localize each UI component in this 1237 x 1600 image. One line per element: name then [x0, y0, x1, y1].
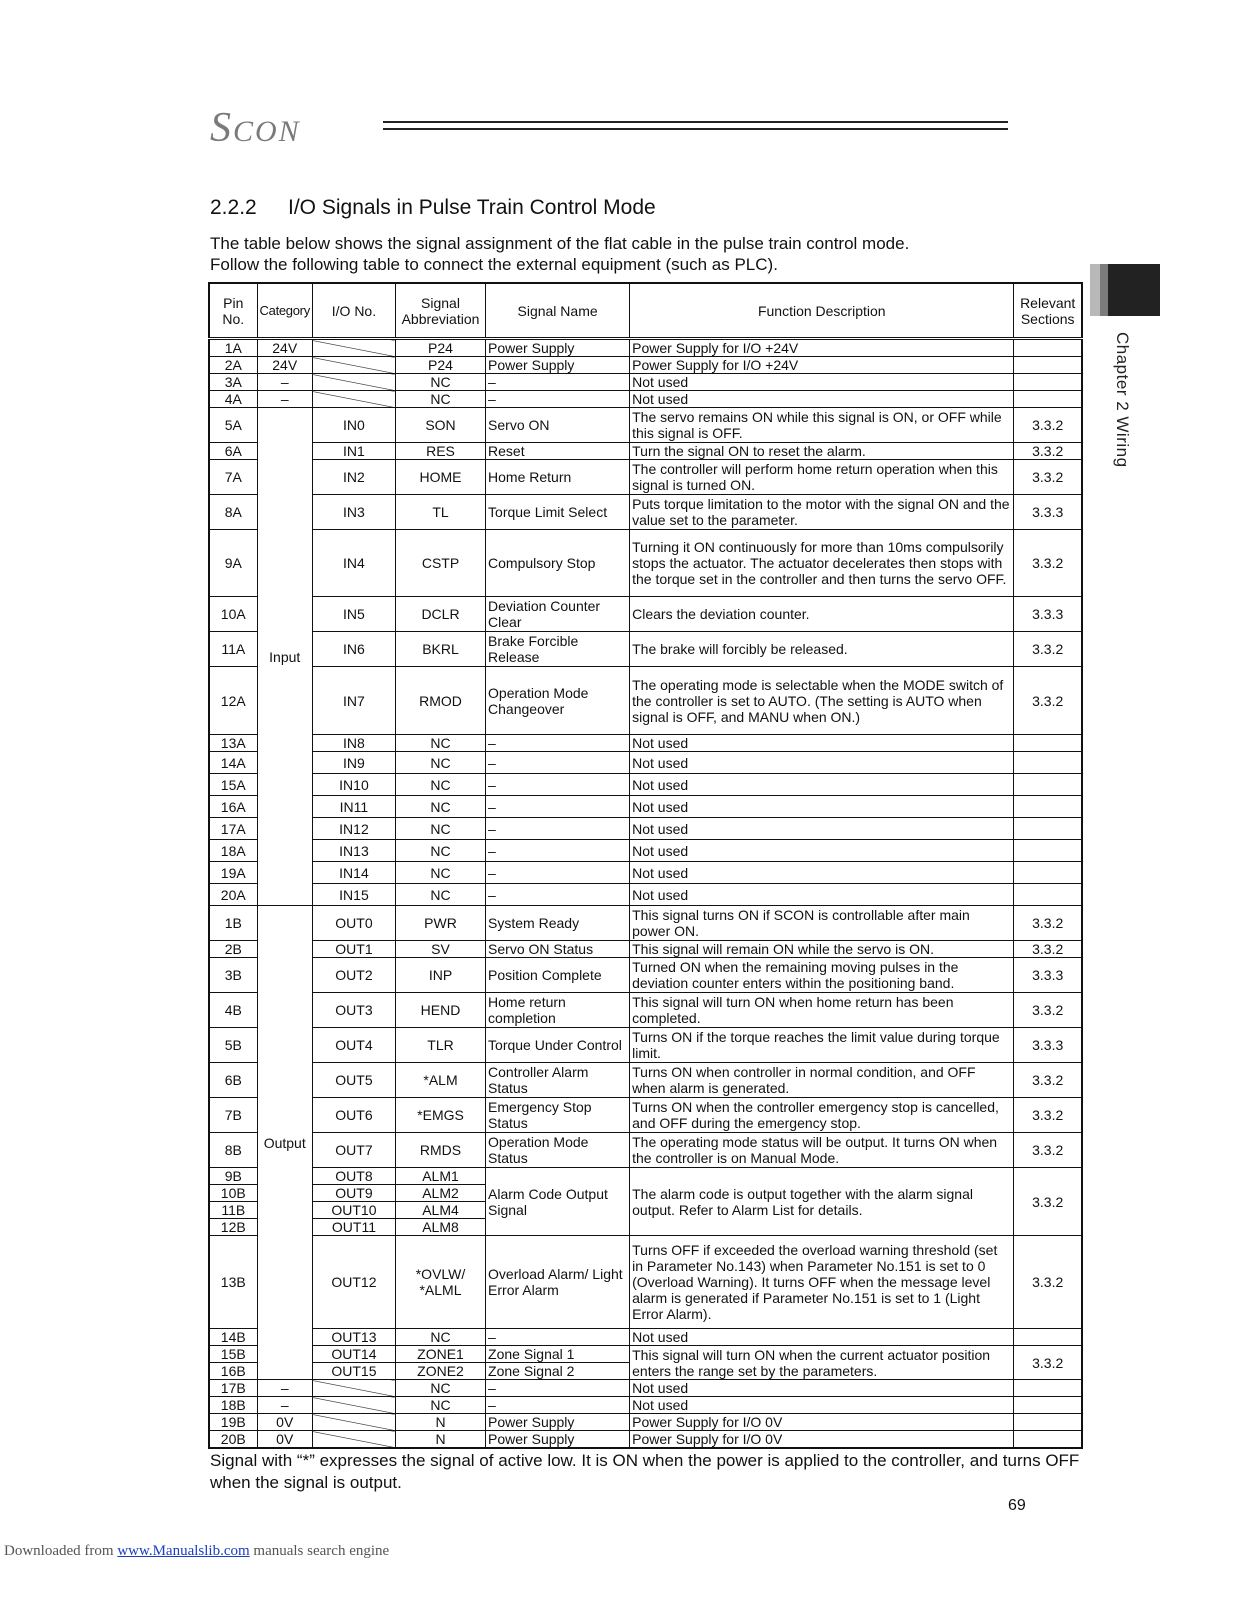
pin-cell: 1A	[209, 339, 257, 357]
pin-cell: 10A	[209, 597, 257, 632]
abbreviation-cell: N	[395, 1414, 485, 1431]
relevant-section-cell: 3.3.2	[1014, 443, 1082, 460]
function-description-cell: Not used	[630, 1380, 1014, 1397]
signal-name-cell: Servo ON Status	[486, 941, 630, 958]
signal-name-cell: Operation Mode Status	[486, 1133, 630, 1168]
signal-name-cell: Torque Under Control	[486, 1028, 630, 1063]
signal-name-cell: Emergency Stop Status	[486, 1098, 630, 1133]
function-description-cell: Turning it ON continuously for more than 10ms compulsorily stops the actuator. The actuator decelerates then stops with the torque set in the controller and then turns the servo OFF.	[630, 530, 1014, 597]
abbreviation-cell: HEND	[395, 993, 485, 1028]
io-no-cell: OUT8	[312, 1168, 395, 1185]
function-description-cell: The servo remains ON while this signal is ON, or OFF while this signal is OFF.	[630, 408, 1014, 443]
signal-name-cell: Torque Limit Select	[486, 495, 630, 530]
io-no-cell: OUT5	[312, 1063, 395, 1098]
function-description-cell: Turns ON when the controller emergency stop is cancelled, and OFF during the emergency stop.	[630, 1098, 1014, 1133]
abbreviation-cell: ZONE2	[395, 1363, 485, 1380]
table-row	[209, 958, 1082, 993]
signal-name-cell: Controller Alarm Status	[486, 1063, 630, 1098]
table-row	[209, 941, 1082, 958]
relevant-section-cell	[1014, 840, 1082, 862]
pin-cell: 10B	[209, 1185, 257, 1202]
pin-cell: 9A	[209, 530, 257, 597]
signal-name-cell: –	[486, 818, 630, 840]
abbreviation-cell: TLR	[395, 1028, 485, 1063]
pin-cell: 7B	[209, 1098, 257, 1133]
io-no-cell: OUT2	[312, 958, 395, 993]
signal-name-cell: Home return completion	[486, 993, 630, 1028]
io-no-cell: OUT13	[312, 1329, 395, 1346]
signal-name-cell: Home Return	[486, 460, 630, 495]
header-function: Function Description	[630, 283, 1014, 339]
abbreviation-cell: PWR	[395, 906, 485, 941]
abbreviation-cell: NC	[395, 840, 485, 862]
table-row	[209, 1346, 1082, 1363]
abbreviation-cell: RMDS	[395, 1133, 485, 1168]
pin-cell: 8B	[209, 1133, 257, 1168]
abbreviation-cell: *ALM	[395, 1063, 485, 1098]
table-row	[209, 667, 1082, 735]
table-row	[209, 339, 1082, 357]
io-no-empty-cell	[312, 357, 395, 374]
chapter-tab-marker	[1090, 264, 1160, 316]
category-cell: –	[257, 1380, 312, 1397]
function-description-cell: Not used	[630, 374, 1014, 391]
abbreviation-cell: NC	[395, 796, 485, 818]
function-description-cell: Power Supply for I/O 0V	[630, 1414, 1014, 1431]
section-title	[210, 196, 656, 220]
abbreviation-cell: NC	[395, 862, 485, 884]
io-no-cell: OUT9	[312, 1185, 395, 1202]
table-row	[209, 1028, 1082, 1063]
function-description-cell: Not used	[630, 735, 1014, 752]
signal-name-cell: Compulsory Stop	[486, 530, 630, 597]
table-row	[209, 752, 1082, 774]
header-category: Category	[257, 283, 312, 339]
abbreviation-cell: DCLR	[395, 597, 485, 632]
table-row	[209, 774, 1082, 796]
io-no-cell: OUT11	[312, 1219, 395, 1236]
abbreviation-cell: BKRL	[395, 632, 485, 667]
io-no-cell: IN4	[312, 530, 395, 597]
function-description-cell: Not used	[630, 884, 1014, 906]
abbreviation-cell: INP	[395, 958, 485, 993]
table-row	[209, 1098, 1082, 1133]
signal-name-cell: Position Complete	[486, 958, 630, 993]
function-description-cell: Not used	[630, 1397, 1014, 1414]
table-row	[209, 840, 1082, 862]
signal-name-cell: –	[486, 735, 630, 752]
table-row	[209, 1063, 1082, 1098]
table-row	[209, 884, 1082, 906]
abbreviation-cell: *EMGS	[395, 1098, 485, 1133]
io-signal-table	[208, 282, 1083, 1449]
pin-cell: 20A	[209, 884, 257, 906]
signal-name-cell: Power Supply	[486, 1431, 630, 1449]
relevant-section-cell: 3.3.2	[1014, 906, 1082, 941]
intro-line-1: The table below shows the signal assignment of the flat cable in the pulse train control mode.	[210, 234, 910, 253]
table-row	[209, 632, 1082, 667]
function-description-cell: This signal will turn ON when home return has been completed.	[630, 993, 1014, 1028]
pin-cell: 9B	[209, 1168, 257, 1185]
signal-name-cell: Power Supply	[486, 339, 630, 357]
function-description-cell: Power Supply for I/O 0V	[630, 1431, 1014, 1449]
scon-logo: SCON	[210, 105, 301, 151]
category-input-cell: Input	[257, 408, 312, 906]
table-row	[209, 374, 1082, 391]
function-description-cell: The operating mode is selectable when the MODE switch of the controller is set to AUTO. (The setting is AUTO when signal is OFF, and MANU when ON.)	[630, 667, 1014, 735]
relevant-section-cell: 3.3.2	[1014, 1236, 1082, 1329]
footnote: Signal with “*” expresses the signal of active low. It is ON when the power is applied to the controller, and turns OFF when the signal is output.	[210, 1451, 1080, 1492]
abbreviation-cell: RES	[395, 443, 485, 460]
abbreviation-cell: TL	[395, 495, 485, 530]
signal-name-cell: Overload Alarm/ Light Error Alarm	[486, 1236, 630, 1329]
category-cell: 0V	[257, 1414, 312, 1431]
io-no-cell: IN3	[312, 495, 395, 530]
abbreviation-cell: NC	[395, 1397, 485, 1414]
pin-cell: 20B	[209, 1431, 257, 1449]
signal-name-cell: Power Supply	[486, 357, 630, 374]
relevant-section-cell: 3.3.3	[1014, 597, 1082, 632]
table-row	[209, 796, 1082, 818]
relevant-section-cell	[1014, 374, 1082, 391]
section-heading: I/O Signals in Pulse Train Control Mode	[288, 196, 656, 219]
io-no-cell: IN6	[312, 632, 395, 667]
signal-name-cell: –	[486, 796, 630, 818]
signal-name-cell: Brake Forcible Release	[486, 632, 630, 667]
relevant-section-cell: 3.3.2	[1014, 667, 1082, 735]
io-no-empty-cell	[312, 374, 395, 391]
function-description-cell: Not used	[630, 752, 1014, 774]
function-description-cell: Not used	[630, 796, 1014, 818]
function-description-cell: Not used	[630, 840, 1014, 862]
signal-name-cell: Servo ON	[486, 408, 630, 443]
io-no-cell: OUT10	[312, 1202, 395, 1219]
pin-cell: 13A	[209, 735, 257, 752]
intro-line-2: Follow the following table to connect the external equipment (such as PLC).	[210, 255, 778, 274]
function-description-cell: Power Supply for I/O +24V	[630, 357, 1014, 374]
signal-name-cell: –	[486, 1397, 630, 1414]
signal-name-cell: Zone Signal 2	[486, 1363, 630, 1380]
relevant-section-cell: 3.3.3	[1014, 958, 1082, 993]
abbreviation-cell: P24	[395, 357, 485, 374]
page-number: 69	[1008, 1497, 1026, 1514]
signal-name-cell: Zone Signal 1	[486, 1346, 630, 1363]
function-description-cell: Turned ON when the remaining moving pulses in the deviation counter enters within the positioning band.	[630, 958, 1014, 993]
signal-name-cell: Reset	[486, 443, 630, 460]
io-no-empty-cell	[312, 1380, 395, 1397]
io-no-cell: IN2	[312, 460, 395, 495]
table-row	[209, 1380, 1082, 1397]
abbreviation-cell: NC	[395, 884, 485, 906]
table-row	[209, 818, 1082, 840]
relevant-section-cell	[1014, 884, 1082, 906]
category-cell: 24V	[257, 357, 312, 374]
io-no-cell: IN14	[312, 862, 395, 884]
io-no-cell: IN9	[312, 752, 395, 774]
relevant-section-cell	[1014, 339, 1082, 357]
pin-cell: 16A	[209, 796, 257, 818]
category-cell: 24V	[257, 339, 312, 357]
alarm-group-relevant-cell: 3.3.2	[1014, 1168, 1082, 1236]
table-row	[209, 735, 1082, 752]
table-row	[209, 391, 1082, 408]
section-number: 2.2.2	[210, 196, 257, 219]
relevant-section-cell: 3.3.2	[1014, 941, 1082, 958]
relevant-section-cell	[1014, 1329, 1082, 1346]
relevant-section-cell: 3.3.2	[1014, 1098, 1082, 1133]
function-description-cell: Not used	[630, 1329, 1014, 1346]
table-row	[209, 1236, 1082, 1329]
signal-name-cell: –	[486, 774, 630, 796]
category-cell: –	[257, 374, 312, 391]
pin-cell: 5A	[209, 408, 257, 443]
table-row	[209, 357, 1082, 374]
header-pin: Pin No.	[209, 283, 257, 339]
signal-name-cell: –	[486, 752, 630, 774]
header-io-no: I/O No.	[312, 283, 395, 339]
io-no-cell: IN1	[312, 443, 395, 460]
io-no-cell: IN0	[312, 408, 395, 443]
function-description-cell: The brake will forcibly be released.	[630, 632, 1014, 667]
relevant-section-cell	[1014, 818, 1082, 840]
table-row	[209, 1414, 1082, 1431]
function-description-cell: Not used	[630, 818, 1014, 840]
category-output-cell: Output	[257, 906, 312, 1380]
function-description-cell: The controller will perform home return operation when this signal is turned ON.	[630, 460, 1014, 495]
signal-name-cell: –	[486, 840, 630, 862]
intro-paragraph	[210, 233, 909, 275]
pin-cell: 19B	[209, 1414, 257, 1431]
function-description-cell: Turns ON when controller in normal condition, and OFF when alarm is generated.	[630, 1063, 1014, 1098]
relevant-section-cell: 3.3.2	[1014, 1133, 1082, 1168]
zone-group-relevant-cell: 3.3.2	[1014, 1346, 1082, 1380]
abbreviation-cell: P24	[395, 339, 485, 357]
abbreviation-cell: ALM2	[395, 1185, 485, 1202]
relevant-section-cell	[1014, 774, 1082, 796]
io-no-cell: OUT4	[312, 1028, 395, 1063]
abbreviation-cell: ALM1	[395, 1168, 485, 1185]
download-footer: Downloaded from www.Manualslib.com manuals search engine	[4, 1543, 390, 1559]
relevant-section-cell	[1014, 1414, 1082, 1431]
table-row	[209, 530, 1082, 597]
pin-cell: 2B	[209, 941, 257, 958]
io-no-empty-cell	[312, 391, 395, 408]
function-description-cell: Puts torque limitation to the motor with the signal ON and the value set to the parameter.	[630, 495, 1014, 530]
pin-cell: 15A	[209, 774, 257, 796]
relevant-section-cell	[1014, 391, 1082, 408]
abbreviation-cell: N	[395, 1431, 485, 1449]
table-row	[209, 1168, 1082, 1185]
io-no-cell: IN11	[312, 796, 395, 818]
relevant-section-cell	[1014, 357, 1082, 374]
alarm-group-name-cell: Alarm Code Output Signal	[486, 1168, 630, 1236]
category-cell: 0V	[257, 1431, 312, 1449]
signal-name-cell: –	[486, 884, 630, 906]
abbreviation-cell: HOME	[395, 460, 485, 495]
function-description-cell: Turns OFF if exceeded the overload warning threshold (set in Parameter No.143) when Parameter No.151 is set to 0 (Overload Warning). It turns OFF when the message level alarm is generated if Parameter No.151 is set to 1 (Light Error Alarm).	[630, 1236, 1014, 1329]
io-no-cell: OUT7	[312, 1133, 395, 1168]
category-cell: –	[257, 1397, 312, 1414]
table-row	[209, 495, 1082, 530]
table-row	[209, 408, 1082, 443]
table-row	[209, 460, 1082, 495]
relevant-section-cell: 3.3.3	[1014, 1028, 1082, 1063]
function-description-cell: Turns ON if the torque reaches the limit value during torque limit.	[630, 1028, 1014, 1063]
abbreviation-cell: SV	[395, 941, 485, 958]
io-no-cell: OUT6	[312, 1098, 395, 1133]
function-description-cell: The operating mode status will be output. It turns ON when the controller is on Manual Mode.	[630, 1133, 1014, 1168]
pin-cell: 15B	[209, 1346, 257, 1363]
pin-cell: 3A	[209, 374, 257, 391]
abbreviation-cell: NC	[395, 752, 485, 774]
function-description-cell: Clears the deviation counter.	[630, 597, 1014, 632]
relevant-section-cell: 3.3.2	[1014, 408, 1082, 443]
io-no-cell: OUT15	[312, 1363, 395, 1380]
pin-cell: 3B	[209, 958, 257, 993]
table-row	[209, 862, 1082, 884]
abbreviation-cell: NC	[395, 1329, 485, 1346]
io-no-cell: IN10	[312, 774, 395, 796]
abbreviation-cell: NC	[395, 374, 485, 391]
relevant-section-cell: 3.3.2	[1014, 530, 1082, 597]
header-abbreviation: Signal Abbreviation	[395, 283, 485, 339]
pin-cell: 12A	[209, 667, 257, 735]
relevant-section-cell	[1014, 752, 1082, 774]
io-no-cell: IN13	[312, 840, 395, 862]
chapter-tab-label: Chapter 2 Wiring	[1113, 332, 1132, 468]
pin-cell: 13B	[209, 1236, 257, 1329]
pin-cell: 17B	[209, 1380, 257, 1397]
table-row	[209, 1431, 1082, 1449]
abbreviation-cell: NC	[395, 391, 485, 408]
pin-cell: 4B	[209, 993, 257, 1028]
pin-cell: 8A	[209, 495, 257, 530]
io-no-cell: OUT14	[312, 1346, 395, 1363]
relevant-section-cell	[1014, 1397, 1082, 1414]
relevant-section-cell: 3.3.3	[1014, 495, 1082, 530]
function-description-cell: This signal turns ON if SCON is controllable after main power ON.	[630, 906, 1014, 941]
table-row	[209, 1397, 1082, 1414]
function-description-cell: Turn the signal ON to reset the alarm.	[630, 443, 1014, 460]
abbreviation-cell: NC	[395, 735, 485, 752]
pin-cell: 17A	[209, 818, 257, 840]
signal-name-cell: –	[486, 1380, 630, 1397]
table-header-row	[209, 283, 1082, 339]
io-no-cell: OUT0	[312, 906, 395, 941]
pin-cell: 18A	[209, 840, 257, 862]
io-no-cell: IN15	[312, 884, 395, 906]
relevant-section-cell	[1014, 796, 1082, 818]
function-description-cell: Not used	[630, 862, 1014, 884]
signal-name-cell: –	[486, 1329, 630, 1346]
io-no-cell: IN12	[312, 818, 395, 840]
abbreviation-cell: RMOD	[395, 667, 485, 735]
relevant-section-cell	[1014, 862, 1082, 884]
signal-name-cell: System Ready	[486, 906, 630, 941]
abbreviation-cell: NC	[395, 774, 485, 796]
abbreviation-cell: *OVLW/ *ALML	[395, 1236, 485, 1329]
pin-cell: 1B	[209, 906, 257, 941]
function-description-cell: Not used	[630, 774, 1014, 796]
table-row	[209, 906, 1082, 941]
abbreviation-cell: ALM8	[395, 1219, 485, 1236]
manualslib-link[interactable]: www.Manualslib.com	[117, 1543, 250, 1559]
signal-name-cell: Operation Mode Changeover	[486, 667, 630, 735]
pin-cell: 7A	[209, 460, 257, 495]
header-relevant: Relevant Sections	[1014, 283, 1082, 339]
pin-cell: 2A	[209, 357, 257, 374]
relevant-section-cell: 3.3.2	[1014, 1063, 1082, 1098]
abbreviation-cell: CSTP	[395, 530, 485, 597]
io-no-empty-cell	[312, 1414, 395, 1431]
relevant-section-cell	[1014, 1380, 1082, 1397]
alarm-group-function-cell: The alarm code is output together with the alarm signal output. Refer to Alarm List for details.	[630, 1168, 1014, 1236]
table-row	[209, 597, 1082, 632]
io-no-cell: IN8	[312, 735, 395, 752]
relevant-section-cell	[1014, 735, 1082, 752]
pin-cell: 14B	[209, 1329, 257, 1346]
zone-group-function-cell: This signal will turn ON when the current actuator position enters the range set by the parameters.	[630, 1346, 1014, 1380]
pin-cell: 16B	[209, 1363, 257, 1380]
relevant-section-cell: 3.3.2	[1014, 460, 1082, 495]
signal-name-cell: –	[486, 391, 630, 408]
function-description-cell: Power Supply for I/O +24V	[630, 339, 1014, 357]
signal-name-cell: Deviation Counter Clear	[486, 597, 630, 632]
io-no-cell: OUT12	[312, 1236, 395, 1329]
io-no-cell: IN5	[312, 597, 395, 632]
pin-cell: 4A	[209, 391, 257, 408]
abbreviation-cell: ZONE1	[395, 1346, 485, 1363]
pin-cell: 5B	[209, 1028, 257, 1063]
pin-cell: 11A	[209, 632, 257, 667]
pin-cell: 14A	[209, 752, 257, 774]
category-cell: –	[257, 391, 312, 408]
pin-cell: 6B	[209, 1063, 257, 1098]
function-description-cell: This signal will remain ON while the servo is ON.	[630, 941, 1014, 958]
table-row	[209, 993, 1082, 1028]
io-no-cell: OUT1	[312, 941, 395, 958]
io-no-empty-cell	[312, 339, 395, 357]
abbreviation-cell: ALM4	[395, 1202, 485, 1219]
abbreviation-cell: NC	[395, 1380, 485, 1397]
io-no-empty-cell	[312, 1397, 395, 1414]
abbreviation-cell: NC	[395, 818, 485, 840]
signal-name-cell: Power Supply	[486, 1414, 630, 1431]
pin-cell: 12B	[209, 1219, 257, 1236]
header-signal-name: Signal Name	[486, 283, 630, 339]
table-row	[209, 1133, 1082, 1168]
pin-cell: 18B	[209, 1397, 257, 1414]
pin-cell: 19A	[209, 862, 257, 884]
relevant-section-cell: 3.3.2	[1014, 632, 1082, 667]
relevant-section-cell	[1014, 1431, 1082, 1449]
io-no-empty-cell	[312, 1431, 395, 1449]
signal-name-cell: –	[486, 374, 630, 391]
relevant-section-cell: 3.3.2	[1014, 993, 1082, 1028]
pin-cell: 6A	[209, 443, 257, 460]
io-no-cell: OUT3	[312, 993, 395, 1028]
function-description-cell: Not used	[630, 391, 1014, 408]
pin-cell: 11B	[209, 1202, 257, 1219]
signal-name-cell: –	[486, 862, 630, 884]
table-row	[209, 443, 1082, 460]
io-no-cell: IN7	[312, 667, 395, 735]
abbreviation-cell: SON	[395, 408, 485, 443]
header-rule	[383, 121, 1008, 131]
table-row	[209, 1329, 1082, 1346]
